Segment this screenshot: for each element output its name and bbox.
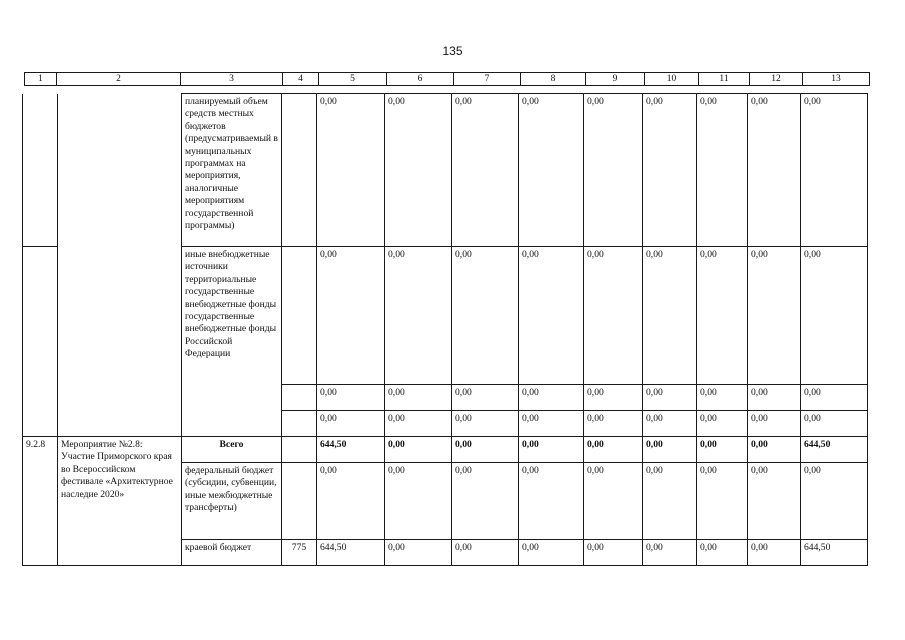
header-col-12: 12 [750, 73, 803, 86]
value-cell: 0,00 [584, 437, 643, 463]
value-cell: 0,00 [697, 94, 748, 247]
value-cell: 0,00 [584, 94, 643, 247]
code-cell [282, 94, 317, 247]
value-cell: 0,00 [697, 247, 748, 385]
funding-source-cell: Всего [182, 437, 282, 463]
value-cell: 0,00 [385, 411, 452, 437]
value-cell: 0,00 [801, 94, 868, 247]
value-cell: 0,00 [519, 437, 584, 463]
row-number-cell [23, 94, 58, 247]
value-cell: 0,00 [584, 463, 643, 540]
value-cell: 0,00 [584, 411, 643, 437]
value-cell: 0,00 [519, 411, 584, 437]
funding-source-cell: иные внебюджетные источники территориальные государственные внебюджетные фонды государственные внебюджетные фонды Российской Федерации [182, 247, 282, 437]
value-cell: 0,00 [317, 411, 385, 437]
value-cell: 0,00 [697, 540, 748, 566]
value-cell: 0,00 [748, 247, 801, 385]
value-cell: 0,00 [643, 540, 697, 566]
value-cell: 0,00 [317, 463, 385, 540]
funding-source-cell: краевой бюджет [182, 540, 282, 566]
header-col-13: 13 [803, 73, 870, 86]
header-col-10: 10 [645, 73, 699, 86]
value-cell: 0,00 [317, 385, 385, 411]
value-cell: 0,00 [385, 463, 452, 540]
value-cell: 0,00 [748, 385, 801, 411]
value-cell: 0,00 [385, 94, 452, 247]
value-cell: 0,00 [801, 411, 868, 437]
value-cell: 0,00 [697, 385, 748, 411]
value-cell: 0,00 [385, 437, 452, 463]
value-cell: 0,00 [519, 540, 584, 566]
value-cell: 644,50 [317, 540, 385, 566]
value-cell: 0,00 [385, 540, 452, 566]
value-cell: 0,00 [452, 385, 519, 411]
header-col-9: 9 [586, 73, 645, 86]
header-col-6: 6 [387, 73, 454, 86]
row-number-cell: 9.2.8 [23, 437, 58, 566]
value-cell: 0,00 [519, 463, 584, 540]
budget-table [22, 93, 868, 566]
value-cell: 0,00 [643, 247, 697, 385]
code-cell [282, 385, 317, 411]
value-cell: 0,00 [452, 540, 519, 566]
funding-source-cell: федеральный бюджет (субсидии, субвенции, иные межбюджетные трансферты) [182, 463, 282, 540]
value-cell: 0,00 [643, 385, 697, 411]
header-col-4: 4 [283, 73, 319, 86]
header-col-7: 7 [454, 73, 521, 86]
value-cell: 0,00 [584, 385, 643, 411]
value-cell: 0,00 [801, 385, 868, 411]
value-cell: 0,00 [697, 437, 748, 463]
value-cell: 0,00 [452, 463, 519, 540]
header-col-8: 8 [521, 73, 586, 86]
value-cell: 0,00 [643, 437, 697, 463]
header-col-3: 3 [181, 73, 283, 86]
value-cell: 0,00 [697, 463, 748, 540]
table-row [23, 94, 868, 247]
value-cell: 644,50 [801, 437, 868, 463]
value-cell: 0,00 [385, 385, 452, 411]
value-cell: 0,00 [317, 94, 385, 247]
value-cell: 644,50 [801, 540, 868, 566]
header-col-5: 5 [319, 73, 387, 86]
value-cell: 0,00 [519, 385, 584, 411]
funding-source-cell: планируемый объем средств местных бюджетов (предусматриваемый в муниципальных программах на мероприятия, аналогичные мероприятиям государственной программы) [182, 94, 282, 247]
activity-name-cell: Мероприятие №2.8: Участие Приморского края во Всероссийском фестивале «Архитектурное наследие 2020» [58, 437, 182, 566]
value-cell: 0,00 [452, 247, 519, 385]
code-cell [282, 463, 317, 540]
value-cell: 0,00 [748, 94, 801, 247]
code-cell: 775 [282, 540, 317, 566]
value-cell: 0,00 [317, 247, 385, 385]
code-cell [282, 437, 317, 463]
value-cell: 0,00 [385, 247, 452, 385]
page-number: 135 [442, 44, 463, 58]
activity-name-cell [58, 94, 182, 437]
value-cell: 0,00 [643, 463, 697, 540]
value-cell: 0,00 [584, 247, 643, 385]
value-cell: 0,00 [801, 247, 868, 385]
value-cell: 0,00 [748, 463, 801, 540]
value-cell: 0,00 [697, 411, 748, 437]
value-cell: 0,00 [452, 437, 519, 463]
header-col-2: 2 [57, 73, 181, 86]
header-col-1: 1 [25, 73, 57, 86]
header-col-11: 11 [699, 73, 750, 86]
value-cell: 0,00 [452, 411, 519, 437]
row-number-cell [23, 247, 58, 437]
code-cell [282, 247, 317, 385]
table-row [23, 437, 868, 463]
value-cell: 644,50 [317, 437, 385, 463]
value-cell: 0,00 [519, 247, 584, 385]
value-cell: 0,00 [452, 94, 519, 247]
value-cell: 0,00 [748, 540, 801, 566]
column-number-header [24, 72, 870, 86]
value-cell: 0,00 [748, 437, 801, 463]
value-cell: 0,00 [643, 94, 697, 247]
code-cell [282, 411, 317, 437]
value-cell: 0,00 [519, 94, 584, 247]
value-cell: 0,00 [643, 411, 697, 437]
value-cell: 0,00 [584, 540, 643, 566]
value-cell: 0,00 [748, 411, 801, 437]
value-cell: 0,00 [801, 463, 868, 540]
